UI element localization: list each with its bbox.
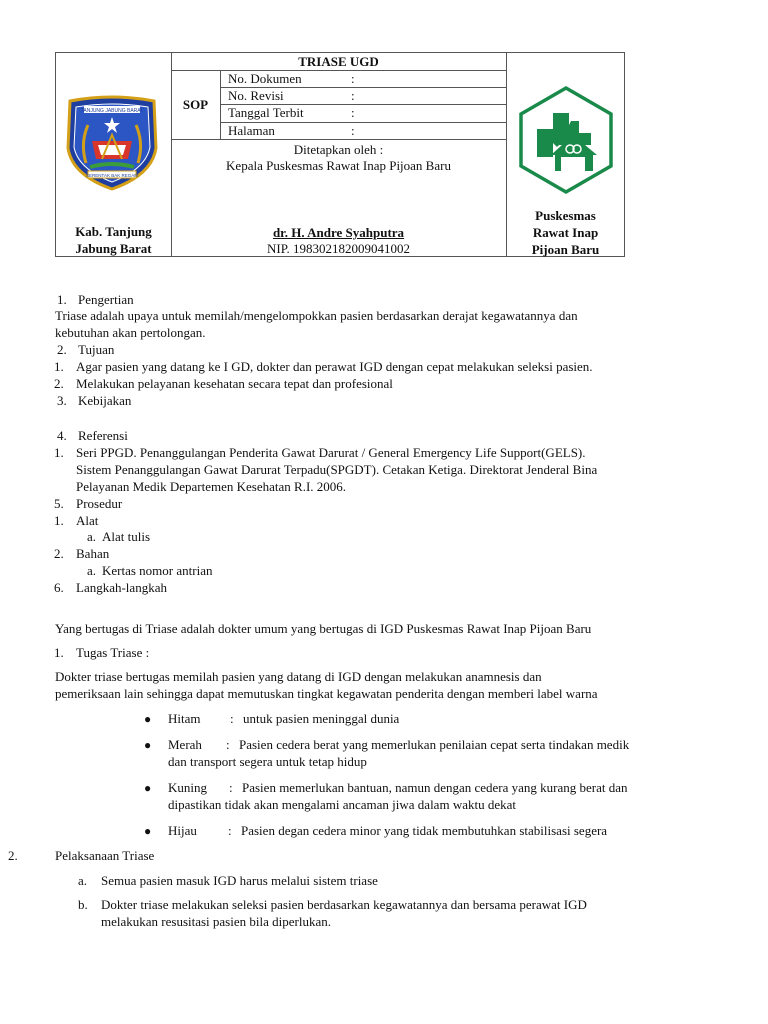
list-number: 1. xyxy=(54,513,64,528)
doc-field-colon: : xyxy=(351,88,355,103)
list-letter: a. xyxy=(87,529,97,544)
label-desc-kuning: Pasien memerlukan bantuan, namun dengan cedera yang kurang berat dan xyxy=(242,780,628,795)
puskesmas-line-2: Rawat Inap xyxy=(532,225,599,240)
label-color-hijau: Hijau xyxy=(168,823,197,838)
svg-text:SERENTAK BAK REGAM: SERENTAK BAK REGAM xyxy=(86,173,138,178)
list-number: 2. xyxy=(54,546,64,561)
pengertian-text: Triase adalah upaya untuk memilah/mengelompokkan pasien berdasarkan derajat kegawatannya dan xyxy=(55,308,578,323)
label-separator: : xyxy=(229,780,233,795)
duty-intro: Yang bertugas di Triase adalah dokter umum yang bertugas di IGD Puskesmas Rawat Inap Pijoan Baru xyxy=(55,621,592,636)
doc-field-number: No. Dokumen xyxy=(228,71,302,86)
regency-emblem xyxy=(62,93,162,193)
list-letter: a. xyxy=(87,563,97,578)
emblem-icon xyxy=(62,93,162,193)
puskesmas-name xyxy=(506,207,625,258)
referensi-text: Pelayanan Medik Departemen Kesehatan R.I. 2006. xyxy=(76,479,347,494)
doc-field-colon: : xyxy=(351,71,355,86)
doc-field-colon: : xyxy=(351,123,355,138)
puskesmas-icon xyxy=(517,85,615,195)
referensi-text: Sistem Penanggulangan Gawat Darurat Terpadu(SPGDT). Cetakan Ketiga. Direktorat Jenderal Bina xyxy=(76,462,598,477)
prosedur-bahan-item: Kertas nomor antrian xyxy=(102,563,213,578)
section-title-kebijakan: Kebijakan xyxy=(78,393,132,408)
bullet-icon: ● xyxy=(144,712,152,726)
svg-text:TANJUNG JABUNG BARAT: TANJUNG JABUNG BARAT xyxy=(80,108,144,114)
region-line-1: Kab. Tanjung xyxy=(75,224,152,239)
pelaksanaan-title: Pelaksanaan Triase xyxy=(55,848,155,863)
list-letter: b. xyxy=(78,897,88,912)
tujuan-item: Melakukan pelayanan kesehatan secara tepat dan profesional xyxy=(76,376,393,391)
bullet-icon: ● xyxy=(144,738,152,752)
section-number: 2. xyxy=(57,342,67,357)
label-separator: : xyxy=(228,823,232,838)
list-number: 1. xyxy=(54,445,64,460)
label-desc-hitam: untuk pasien meninggal dunia xyxy=(243,711,400,726)
doc-field-colon: : xyxy=(351,105,355,120)
section-number: 3. xyxy=(57,393,67,408)
section-number: 4. xyxy=(57,428,67,443)
pelaksanaan-item-a: Semua pasien masuk IGD harus melalui sistem triase xyxy=(101,873,378,888)
label-desc-kuning-cont: dipastikan tidak akan mengalami ancaman jiwa dalam waktu dekat xyxy=(168,797,516,812)
label-desc-merah: Pasien cedera berat yang memerlukan penilaian cepat serta tindakan medik xyxy=(239,737,630,752)
tujuan-item: Agar pasien yang datang ke I GD, dokter dan perawat IGD dengan cepat melakukan seleksi pasien. xyxy=(76,359,593,374)
label-desc-merah-cont: dan transport segera untuk tetap hidup xyxy=(168,754,367,769)
established-by: Ditetapkan oleh : xyxy=(293,142,384,157)
list-number: 2. xyxy=(8,848,18,863)
doc-field-page: Halaman xyxy=(228,123,275,138)
tugas-text: Dokter triase bertugas memilah pasien yang datang di IGD dengan melakukan anamnesis dan xyxy=(55,669,542,684)
label-separator: : xyxy=(226,737,230,752)
pelaksanaan-item-b-cont: melakukan resusitasi pasien bila diperlukan. xyxy=(101,914,331,929)
section-title-pengertian: Pengertian xyxy=(78,292,134,307)
section-title-referensi: Referensi xyxy=(78,428,128,443)
section-title-tujuan: Tujuan xyxy=(78,342,115,357)
doc-field-revision: No. Revisi xyxy=(228,88,284,103)
doc-field-issue-date: Tanggal Terbit xyxy=(228,105,304,120)
document-title: TRIASE UGD xyxy=(298,54,379,69)
list-number: 2. xyxy=(54,376,64,391)
section-number: 5. xyxy=(54,496,64,511)
label-desc-hijau: Pasien degan cedera minor yang tidak membutuhkan stabilisasi segera xyxy=(241,823,608,838)
signer-nip: NIP. 198302182009041002 xyxy=(266,241,410,256)
prosedur-alat-item: Alat tulis xyxy=(102,529,151,544)
prosedur-alat: Alat xyxy=(76,513,99,528)
section-title-langkah: Langkah-langkah xyxy=(76,580,167,595)
region-line-2: Jabung Barat xyxy=(75,241,152,256)
prosedur-bahan: Bahan xyxy=(76,546,110,561)
referensi-text: Seri PPGD. Penanggulangan Penderita Gawat Darurat / General Emergency Life Support(GELS). xyxy=(76,445,586,460)
list-number: 1. xyxy=(54,359,64,374)
puskesmas-line-1: Puskesmas xyxy=(535,208,596,223)
sop-header-table xyxy=(55,52,625,257)
bullet-icon: ● xyxy=(144,824,152,838)
pelaksanaan-item-b: Dokter triase melakukan seleksi pasien berdasarkan kegawatannya dan bersama perawat IGD xyxy=(101,897,587,912)
head-title: Kepala Puskesmas Rawat Inap Pijoan Baru xyxy=(226,158,451,173)
list-letter: a. xyxy=(78,873,88,888)
label-color-hitam: Hitam xyxy=(168,711,201,726)
list-number: 1. xyxy=(54,645,64,660)
signer-name: dr. H. Andre Syahputra xyxy=(272,225,405,240)
label-color-kuning: Kuning xyxy=(168,780,207,795)
label-color-merah: Merah xyxy=(168,737,202,752)
section-title-prosedur: Prosedur xyxy=(76,496,123,511)
bullet-icon: ● xyxy=(144,781,152,795)
puskesmas-logo xyxy=(517,85,615,195)
region-name xyxy=(56,223,171,257)
label-separator: : xyxy=(230,711,234,726)
section-number: 1. xyxy=(57,292,67,307)
puskesmas-line-3: Pijoan Baru xyxy=(531,242,600,257)
section-number: 6. xyxy=(54,580,64,595)
tugas-title: Tugas Triase : xyxy=(76,645,150,660)
sop-label: SOP xyxy=(182,97,209,112)
pengertian-text: kebutuhan akan pertolongan. xyxy=(55,325,206,340)
tugas-text: pemeriksaan lain sehingga dapat memutuskan tingkat kegawatan penderita dengan memberi label warna xyxy=(55,686,598,701)
